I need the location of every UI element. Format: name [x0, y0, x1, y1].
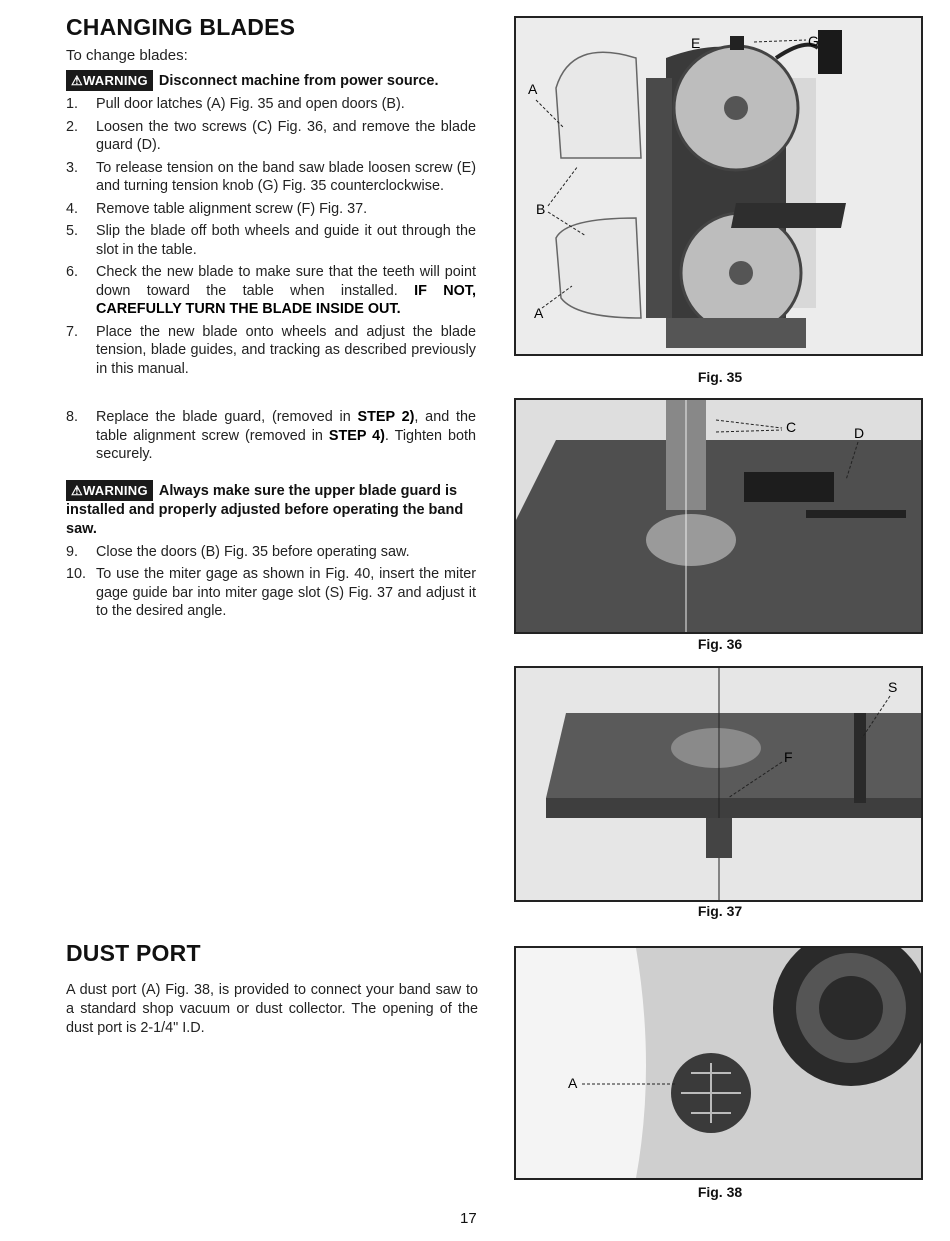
figure-36	[514, 398, 923, 634]
figure-label: E	[691, 35, 701, 51]
figure-caption: Fig. 35	[697, 369, 743, 385]
figure-label: G	[808, 33, 819, 49]
step-item: 10. To use the miter gage as shown in Fig. 40, insert the miter gage guide bar into miter gage slot (S) Fig. 37 and adjust it to the desired angle.	[66, 566, 476, 619]
warning-text: Always make sure the upper blade guard is installed and properly adjusted before operating the band saw.	[66, 482, 464, 537]
section-title-dust-port: DUST PORT	[66, 940, 201, 966]
step-item: 7. Place the new blade onto wheels and adjust the blade tension, blade guides, and tracking as described previously in this manual.	[66, 323, 476, 377]
section-title-changing-blades: CHANGING BLADES	[66, 14, 296, 40]
steps-list-continued	[66, 408, 476, 464]
steps-list	[66, 95, 476, 378]
step-emphasis: IF NOT, CAREFULLY TURN THE BLADE INSIDE OUT.	[96, 282, 477, 317]
figure-label: D	[854, 425, 865, 441]
blade-guard-illustration	[516, 400, 921, 632]
figure-35	[514, 16, 923, 356]
warning-badge: ⚠WARNING	[66, 480, 153, 501]
figure-caption: Fig. 37	[697, 903, 743, 919]
figure-caption: Fig. 36	[697, 636, 743, 652]
changing-blades-section	[66, 14, 476, 625]
warning-badge: ⚠WARNING	[66, 70, 153, 91]
figure-label: S	[888, 679, 898, 695]
figure-label: A	[534, 305, 544, 321]
step-item: 3. To release tension on the band saw blade loosen screw (E) and turning tension knob (G) Fig. 35 counterclockwise.	[66, 159, 476, 194]
step-item: 4. Remove table alignment screw (F) Fig. 37.	[66, 200, 368, 217]
step-item: 5. Slip the blade off both wheels and guide it out through the slot in the table.	[66, 223, 476, 258]
warning-blade-guard	[66, 480, 476, 539]
figure-label: B	[536, 201, 546, 217]
bandsaw-illustration	[516, 18, 921, 354]
dust-port-section	[66, 940, 478, 1038]
warning-disconnect	[66, 70, 476, 91]
figure-38	[514, 946, 923, 1180]
warning-text: Disconnect machine from power source.	[158, 73, 439, 89]
figure-label: A	[568, 1075, 578, 1091]
figure-label: F	[784, 749, 793, 765]
step-item: 6. Check the new blade to make sure that the teeth will point down toward the table when installed. IF NOT, CAREFULLY TURN THE BLADE INSIDE OUT.	[66, 264, 477, 317]
step-item: 9. Close the doors (B) Fig. 35 before operating saw.	[66, 543, 410, 560]
steps-list-final	[66, 543, 476, 621]
figure-label: A	[528, 81, 538, 97]
intro-text: To change blades:	[66, 47, 188, 64]
figure-label: C	[786, 419, 797, 435]
figure-37	[514, 666, 923, 902]
page-number: 17	[460, 1210, 477, 1227]
dust-port-text: A dust port (A) Fig. 38, is provided to connect your band saw to a standard shop vacuum or dust collector. The opening of the dust port is 2-1/4" I.D.	[66, 982, 478, 1036]
dust-port-illustration	[516, 948, 921, 1178]
step-item: 1. Pull door latches (A) Fig. 35 and open doors (B).	[66, 96, 405, 112]
step-item: 2. Loosen the two screws (C) Fig. 36, and remove the blade guard (D).	[66, 118, 476, 153]
figure-caption: Fig. 38	[697, 1184, 743, 1200]
step-item: 8. Replace the blade guard, (removed in STEP 2), and the table alignment screw (removed in STEP 4). Tighten both securely.	[66, 409, 476, 462]
table-illustration	[516, 668, 921, 900]
